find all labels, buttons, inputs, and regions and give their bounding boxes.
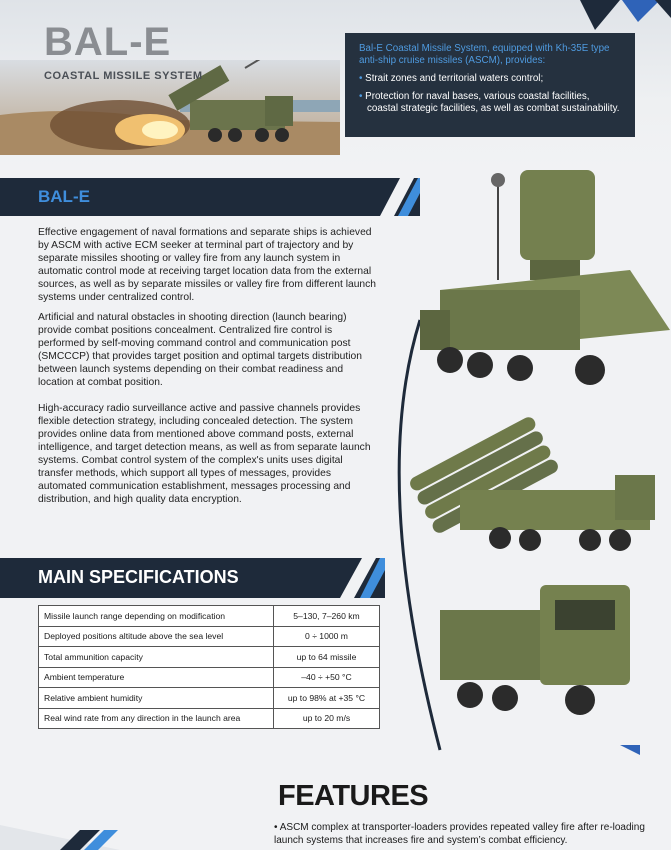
spec-param: Deployed positions altitude above the sea level — [39, 626, 274, 647]
body-paragraph: High-accuracy radio surveillance active and passive channels provides flexible detection strategy, including concealed detection. The system provides online data from mentioned above command posts, external intelligence, and target detection means, as well as from separate launch systems. Combat control system of the complex's units uses digital transfer methods, which support all types of messages, provides automated communication establishment, messages processing and distribution, and high quality data encryption. — [38, 403, 371, 505]
stripe-decoration — [330, 558, 385, 598]
intro-lead: Bal-E Coastal Missile System, equipped with Kh-35E type anti-ship cruise missiles (ASCM), provides: — [359, 43, 610, 66]
spec-value: up to 64 missile — [274, 647, 380, 668]
intro-bullet-text: Protection for naval bases, various coastal facilities, coastal strategic facilities, as well as combat sustainability. — [365, 91, 620, 114]
intro-box — [345, 33, 635, 137]
spec-value: –40 ÷ +50 °C — [274, 667, 380, 688]
spec-value: 5–130, 7–260 km — [274, 606, 380, 627]
intro-bullet — [359, 73, 621, 85]
section-heading: BAL-E — [38, 187, 90, 206]
launcher-vehicle-image — [408, 415, 655, 551]
spec-param: Total ammunition capacity — [39, 647, 274, 668]
specifications-table — [38, 605, 380, 729]
bullet-icon: • — [359, 91, 366, 102]
table-row — [39, 647, 380, 668]
transporter-vehicle-image — [440, 585, 630, 715]
table-row — [39, 626, 380, 647]
table-row — [39, 667, 380, 688]
features-list-item: • ASCM complex at transporter-loaders provides repeated valley fire after re-loading launch systems that increases fire and system’s combat efficiency. — [274, 822, 645, 846]
table-row — [39, 708, 380, 729]
vehicle-illustrations — [380, 150, 671, 770]
spec-value: up to 98% at +35 °C — [274, 688, 380, 709]
table-row — [39, 688, 380, 709]
spec-param: Real wind rate from any direction in the launch area — [39, 708, 274, 729]
body-paragraph: Artificial and natural obstacles in shooting direction (launch bearing) provide combat positions concealment. Centralized fire control is performed by self-moving command control and communication post (SMCCCP) that provides target position and optimal targets distribution between launch systems depending on their combat readiness and location at combat position. — [38, 312, 362, 388]
section-header-specifications — [0, 558, 385, 598]
page-subtitle: COASTAL MISSILE SYSTEM — [44, 70, 203, 82]
hero-banner — [0, 0, 671, 170]
intro-bullet-text: Strait zones and territorial waters control; — [365, 73, 544, 84]
bullet-icon: • — [359, 73, 366, 84]
spec-param: Relative ambient humidity — [39, 688, 274, 709]
spec-value: up to 20 m/s — [274, 708, 380, 729]
table-row — [39, 606, 380, 627]
body-paragraph: Effective engagement of naval formations and separate ships is achieved by ASCM with active ECM seeker at terminal part of trajectory and by separate missiles shooting or valley fire from any launch system in automatic control mode at receiving target location data from the external sources, as well as by separate missiles or valley fire from different launch systems under centralized control. — [38, 227, 377, 303]
section-heading: MAIN SPECIFICATIONS — [38, 567, 239, 587]
features-heading: FEATURES — [278, 780, 429, 812]
radar-vehicle-image — [420, 170, 670, 385]
spec-param: Ambient temperature — [39, 667, 274, 688]
spec-value: 0 ÷ 1000 m — [274, 626, 380, 647]
page-title: BAL-E — [44, 20, 172, 64]
spec-param: Missile launch range depending on modification — [39, 606, 274, 627]
intro-bullet — [359, 91, 621, 115]
section-header-bal-e — [0, 178, 420, 216]
